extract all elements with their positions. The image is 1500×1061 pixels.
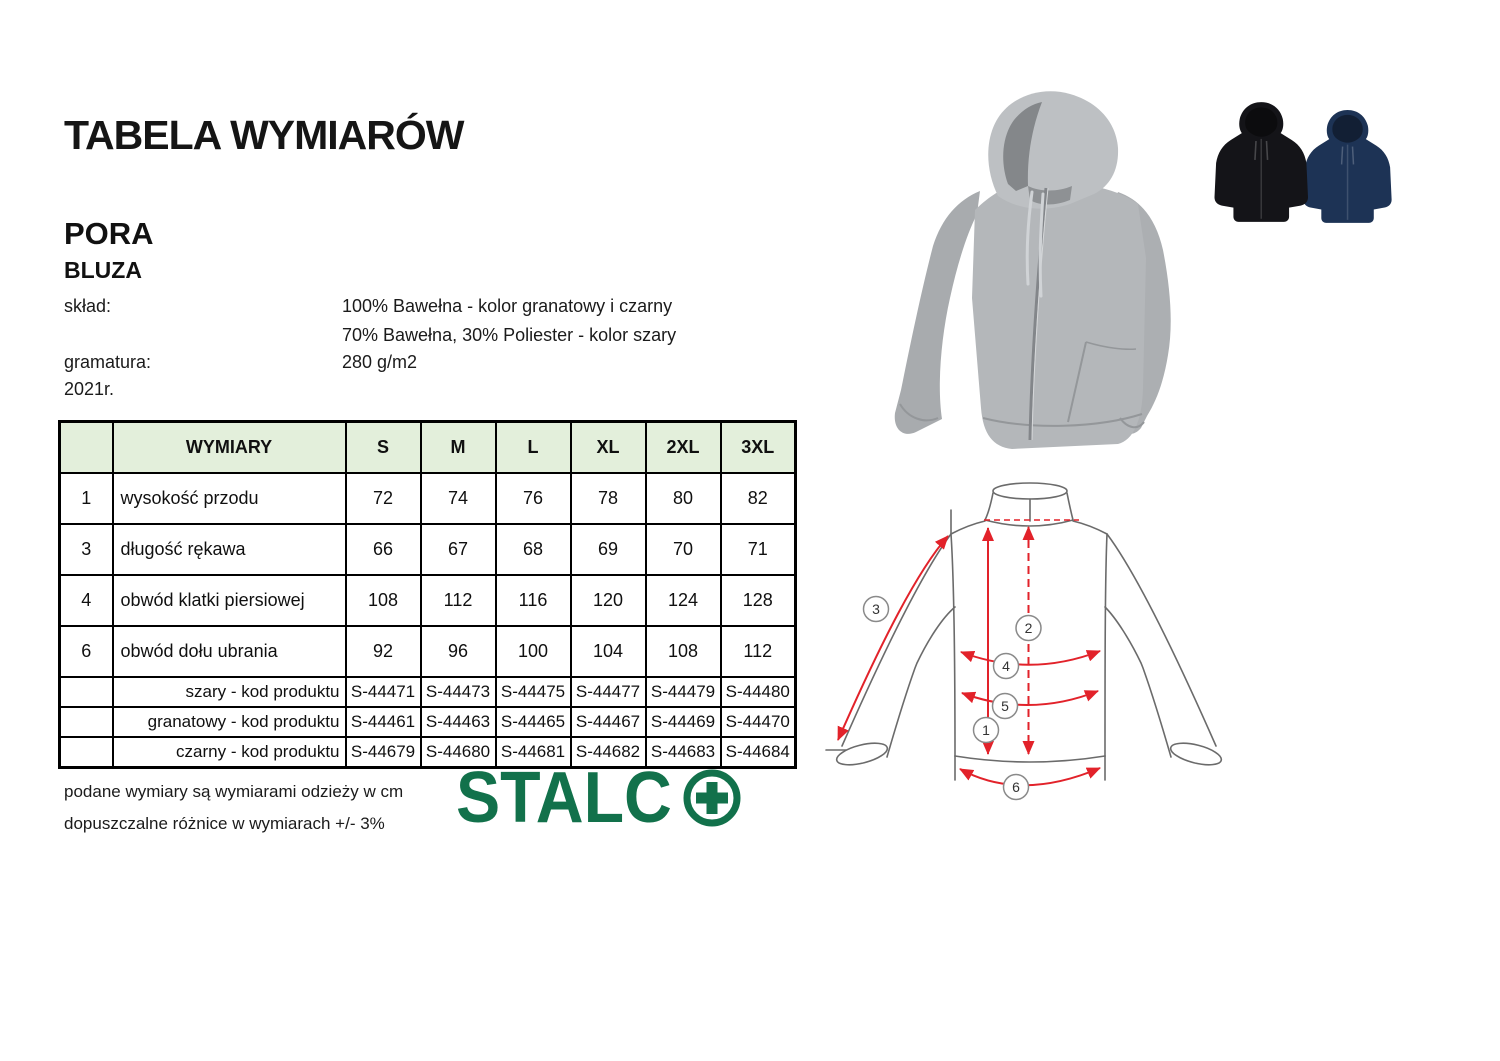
- row-num-cell: 4: [60, 575, 113, 626]
- gramatura-value: 280 g/m2: [342, 352, 418, 372]
- row-label-cell: długość rękawa: [113, 524, 346, 575]
- header-num-cell: [60, 422, 113, 474]
- header-size-cell: 2XL: [646, 422, 721, 474]
- svg-text:6: 6: [1012, 779, 1020, 795]
- code-value-cell: S-44683: [646, 737, 721, 768]
- table-row: [60, 524, 796, 575]
- code-value-cell: S-44473: [421, 677, 496, 707]
- code-value-cell: S-44684: [721, 737, 796, 768]
- code-value-cell: S-44469: [646, 707, 721, 737]
- page-title: TABELA WYMIARÓW: [64, 112, 464, 158]
- marker-4: [994, 654, 1019, 679]
- size-value-cell: 69: [571, 524, 646, 575]
- code-value-cell: S-44480: [721, 677, 796, 707]
- row-label-cell: obwód dołu ubrania: [113, 626, 346, 677]
- size-value-cell: 108: [646, 626, 721, 677]
- year-label: 2021r.: [64, 379, 115, 399]
- size-value-cell: 96: [421, 626, 496, 677]
- code-value-cell: S-44465: [496, 707, 571, 737]
- product-photo-dark-hoodies: [1206, 93, 1401, 233]
- size-value-cell: 104: [571, 626, 646, 677]
- product-code-row: [60, 707, 796, 737]
- size-value-cell: 78: [571, 473, 646, 524]
- size-value-cell: 67: [421, 524, 496, 575]
- note-line: podane wymiary są wymiarami odzieży w cm: [64, 782, 404, 801]
- size-value-cell: 128: [721, 575, 796, 626]
- header-size-cell: S: [346, 422, 421, 474]
- row-num-cell: 6: [60, 626, 113, 677]
- code-value-cell: S-44682: [571, 737, 646, 768]
- table-row: [60, 575, 796, 626]
- header-size-cell: L: [496, 422, 571, 474]
- table-header-row: [60, 422, 796, 474]
- row-num-cell: [60, 677, 113, 707]
- product-type: BLUZA: [64, 257, 142, 283]
- product-code-row: [60, 677, 796, 707]
- logo-text: STALC: [456, 758, 672, 838]
- code-value-cell: S-44461: [346, 707, 421, 737]
- size-value-cell: 68: [496, 524, 571, 575]
- sklad-value-2: 70% Bawełna, 30% Poliester - kolor szary: [342, 325, 677, 345]
- svg-text:1: 1: [982, 722, 990, 738]
- header-size-cell: 3XL: [721, 422, 796, 474]
- header-size-cell: XL: [571, 422, 646, 474]
- row-num-cell: 1: [60, 473, 113, 524]
- measurement-arrow-5: [962, 691, 1098, 705]
- row-num-cell: [60, 707, 113, 737]
- size-value-cell: 74: [421, 473, 496, 524]
- marker-5: [993, 694, 1018, 719]
- gramatura-label: gramatura:: [64, 352, 152, 372]
- size-value-cell: 71: [721, 524, 796, 575]
- code-label-cell: granatowy - kod produktu: [113, 707, 346, 737]
- navy-hoodie: [1303, 110, 1391, 223]
- gray-hoodie-drawing: [895, 91, 1171, 449]
- marker-2: [1016, 616, 1041, 641]
- size-value-cell: 80: [646, 473, 721, 524]
- size-value-cell: 108: [346, 575, 421, 626]
- measurement-arrow-3: [838, 536, 948, 740]
- svg-text:5: 5: [1001, 698, 1009, 714]
- product-name: PORA: [64, 216, 154, 251]
- code-value-cell: S-44463: [421, 707, 496, 737]
- svg-text:4: 4: [1002, 658, 1010, 674]
- marker-1: [974, 718, 999, 743]
- code-value-cell: S-44679: [346, 737, 421, 768]
- marker-6: [1004, 775, 1029, 800]
- size-value-cell: 100: [496, 626, 571, 677]
- code-value-cell: S-44470: [721, 707, 796, 737]
- measurement-arrow-6: [960, 768, 1100, 785]
- note-line: dopuszczalne różnice w wymiarach +/- 3%: [64, 814, 385, 833]
- size-value-cell: 112: [721, 626, 796, 677]
- row-num-cell: [60, 737, 113, 768]
- code-label-cell: szary - kod produktu: [113, 677, 346, 707]
- marker-3: [864, 597, 889, 622]
- row-label-cell: obwód klatki piersiowej: [113, 575, 346, 626]
- row-label-cell: wysokość przodu: [113, 473, 346, 524]
- table-row: [60, 626, 796, 677]
- sklad-label: skład:: [64, 296, 112, 316]
- size-table: [58, 420, 797, 769]
- size-value-cell: 76: [496, 473, 571, 524]
- sklad-value-1: 100% Bawełna - kolor granatowy i czarny: [342, 296, 673, 316]
- code-value-cell: S-44475: [496, 677, 571, 707]
- o-plus-icon: [683, 769, 741, 827]
- size-value-cell: 70: [646, 524, 721, 575]
- size-value-cell: 82: [721, 473, 796, 524]
- stalco-logo: [456, 758, 741, 838]
- code-value-cell: S-44680: [421, 737, 496, 768]
- size-value-cell: 66: [346, 524, 421, 575]
- measurement-markers: [864, 597, 1042, 800]
- svg-text:2: 2: [1024, 620, 1033, 636]
- size-value-cell: 120: [571, 575, 646, 626]
- code-value-cell: S-44477: [571, 677, 646, 707]
- code-value-cell: S-44681: [496, 737, 571, 768]
- black-hoodie: [1215, 102, 1308, 222]
- code-value-cell: S-44471: [346, 677, 421, 707]
- measurement-diagram: [820, 450, 1260, 810]
- size-value-cell: 124: [646, 575, 721, 626]
- row-num-cell: 3: [60, 524, 113, 575]
- header-size-cell: M: [421, 422, 496, 474]
- svg-text:3: 3: [872, 601, 880, 617]
- size-value-cell: 72: [346, 473, 421, 524]
- size-value-cell: 116: [496, 575, 571, 626]
- header-wymiary-cell: WYMIARY: [113, 422, 346, 474]
- product-photo-gray-hoodie: [880, 88, 1210, 456]
- code-value-cell: S-44467: [571, 707, 646, 737]
- size-value-cell: 112: [421, 575, 496, 626]
- code-value-cell: S-44479: [646, 677, 721, 707]
- measurement-arrow-4: [961, 651, 1100, 665]
- code-label-cell: czarny - kod produktu: [113, 737, 346, 768]
- size-value-cell: 92: [346, 626, 421, 677]
- table-row: [60, 473, 796, 524]
